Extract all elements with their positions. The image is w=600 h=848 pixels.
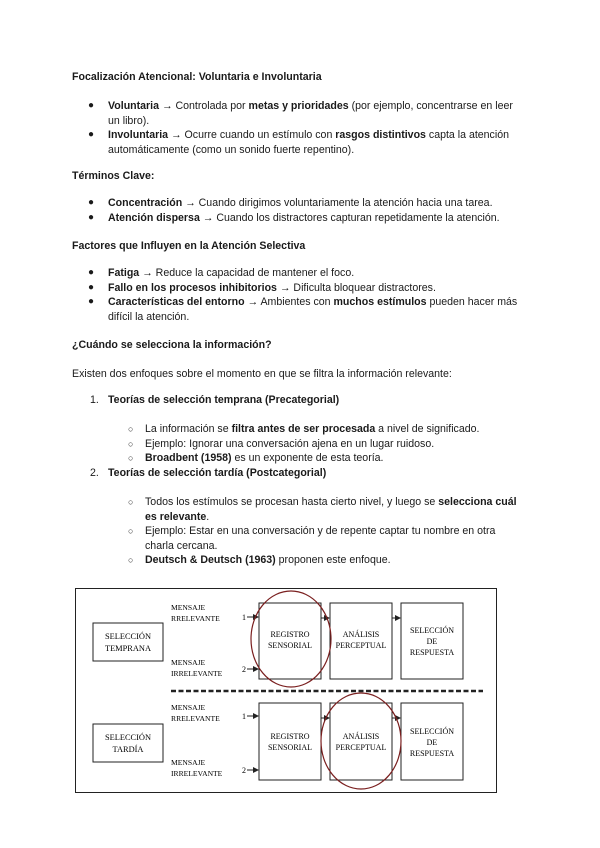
message-label: MENSAJE: [171, 658, 206, 667]
message-label: MENSAJE: [171, 603, 206, 612]
list-item: ● Involuntaria → Ocurre cuando un estímulo con rasgos distintivos capta la atención automáticamente (como un sonido fuerte repentino).: [88, 129, 509, 156]
bullet-icon: ●: [88, 197, 95, 208]
response-selection-label: RESPUESTA: [409, 648, 455, 657]
input-number: 2: [242, 766, 246, 775]
message-label: RRELEVANTE: [171, 714, 220, 723]
sensory-register-label: SENSORIAL: [267, 743, 313, 752]
perceptual-analysis-label: ANÁLISIS: [342, 732, 380, 741]
sensory-register-label: SENSORIAL: [267, 641, 313, 650]
bullet-icon: ●: [88, 100, 95, 111]
attention-selection-diagram: [75, 588, 497, 793]
circle-bullet-icon: ○: [128, 439, 134, 449]
perceptual-analysis-label: PERCEPTUAL: [335, 641, 387, 650]
bullet-icon: ●: [88, 296, 95, 307]
bullet-icon: ●: [88, 129, 95, 140]
bullet-icon: ●: [88, 282, 95, 293]
circle-bullet-icon: ○: [128, 497, 134, 507]
perceptual-analysis-label: PERCEPTUAL: [335, 743, 387, 752]
section-title: Focalización Atencional: Voluntaria e Involuntaria: [72, 71, 322, 83]
circle-bullet-icon: ○: [128, 424, 134, 434]
input-number: 1: [242, 613, 246, 622]
sensory-register-label: REGISTRO: [270, 732, 310, 741]
input-number: 1: [242, 712, 246, 721]
circle-bullet-icon: ○: [128, 526, 134, 536]
message-label: MENSAJE: [171, 703, 206, 712]
response-selection-label: DE: [426, 738, 438, 747]
message-label: RRELEVANTE: [171, 614, 220, 623]
sensory-register-label: REGISTRO: [270, 630, 310, 639]
early-selection-label-2: TEMPRANA: [104, 644, 152, 653]
bullet-icon: ●: [88, 212, 95, 223]
late-selection-label-1: SELECCIÓN: [104, 733, 152, 742]
response-selection-label: SELECCIÓN: [410, 727, 454, 736]
response-selection-label: RESPUESTA: [409, 749, 455, 758]
bullet-icon: ●: [88, 267, 95, 278]
early-selection-label-1: SELECCIÓN: [104, 632, 152, 641]
message-label: IRRELEVANTE: [171, 769, 223, 778]
terms-heading: Términos Clave:: [72, 170, 155, 182]
perceptual-analysis-label: ANÁLISIS: [342, 630, 380, 639]
intro-paragraph: Existen dos enfoques sobre el momento en que se filtra la información relevante:: [72, 368, 452, 380]
factors-heading: Factores que Influyen en la Atención Selectiva: [72, 240, 306, 252]
late-selection-label-2: TARDÍA: [112, 745, 144, 754]
message-label: MENSAJE: [171, 758, 206, 767]
list-item: ● Características del entorno → Ambientes con muchos estímulos pueden hacer más difícil la atención.: [88, 296, 518, 323]
response-selection-label: SELECCIÓN: [410, 626, 454, 635]
response-selection-label: DE: [426, 637, 438, 646]
question-heading: ¿Cuándo se selecciona la información?: [72, 339, 272, 351]
circle-bullet-icon: ○: [128, 555, 134, 565]
document-page: Focalización Atencional: Voluntaria e Involuntaria ● Voluntaria → Controlada por metas y prioridades (por ejemplo, concentrarse en leer un libro). ● Involuntaria → Ocurre cuando un estímulo con rasgos distintivos capta la atención automáticamente (como un sonido fuerte repentino). Términos Clave: ● Concentración → Cuando dirigimos voluntariamente la atención hacia una tarea. ● Atención dispersa → Cuando los distractores capturan repetidamente la atención. Factores que Influyen en la Atención Selectiva ● Fatiga → Reduce la capacidad de mantener el foco. ● Fallo en los procesos inhibitorios → Dificulta bloquear distractores. ● Características del entorno → Ambientes con muchos estímulos pueden hacer más difícil la atención. ¿Cuándo se selecciona la información? Existen dos enfoques sobre el momento en que se filtra la información relevante: 1. Teorías de selección temprana (Precategorial) ○ La información se filtra antes de ser procesada a nivel de significado. ○ Ejemplo: Ignorar una conversación ajena en un lugar ruidoso. ○ Broadbent (1958) es un exponente de esta teoría. 2. Teorías de selección tardía (Postcategorial) ○ Todos los estímulos se procesan hasta cierto nivel, y luego se selecciona cuál es relevante. ○ Ejemplo: Estar en una conversación y de repente captar tu nombre en otra charla cercana. ○ Deutsch & Deutsch (1963) proponen este enfoque. SELECCIÓN TEMPRANA MENSAJE RRELEVANTE 1 MENSAJE IRRELEVANTE 2 REGISTRO SENSORIAL ANÁLISIS PERCEPTUAL SELECCIÓN DE RESPUESTA SELECCIÓN TARDÍA MENSAJE RRELEVANTE 1 MENSAJE IRRELEVANTE 2 REGISTRO SENSORIAL ANÁLISIS PERCEPTUAL SELECCIÓN DE RESPUESTA: [0, 0, 600, 848]
message-label: IRRELEVANTE: [171, 669, 223, 678]
input-number: 2: [242, 665, 246, 674]
list-item: ● Voluntaria → Controlada por metas y prioridades (por ejemplo, concentrarse en leer un libro).: [88, 100, 513, 127]
circle-bullet-icon: ○: [128, 453, 134, 463]
